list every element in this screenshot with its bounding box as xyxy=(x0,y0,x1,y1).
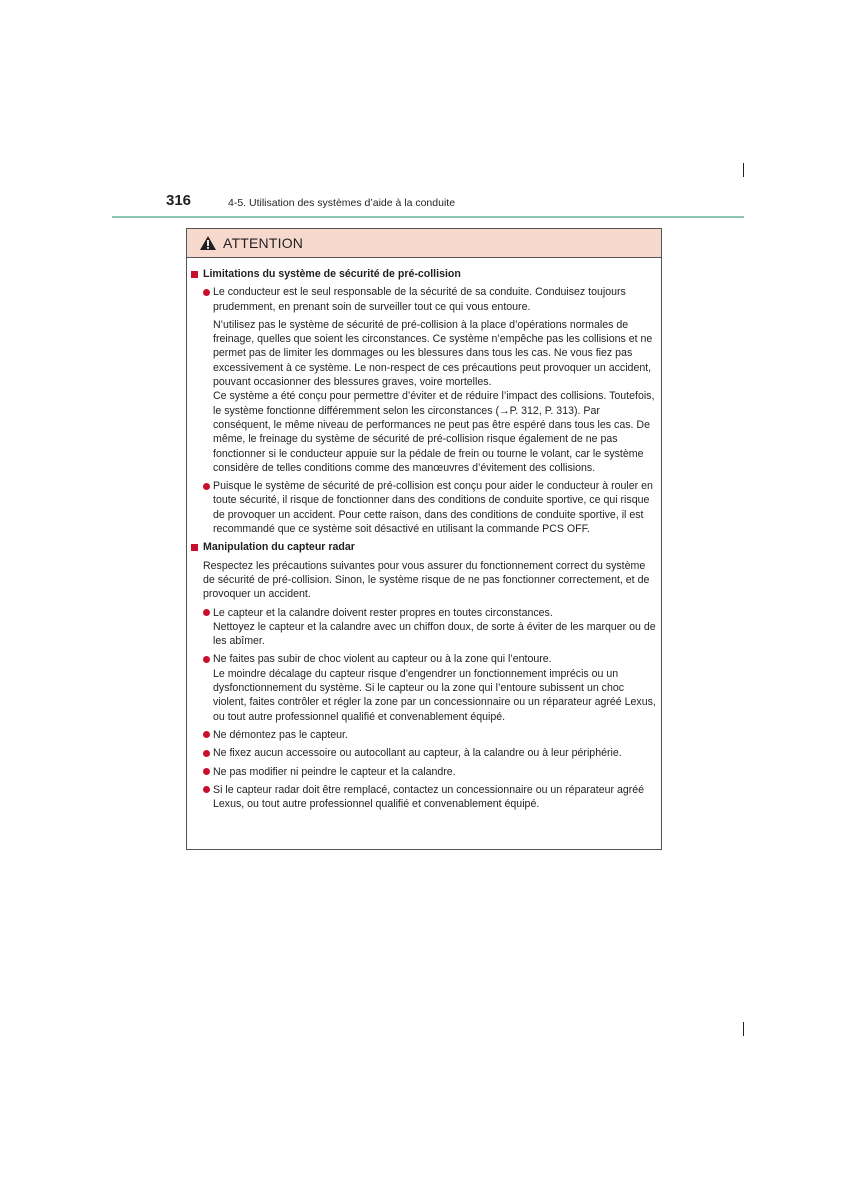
warning-triangle-icon xyxy=(199,235,217,251)
bullet-text: Si le capteur radar doit être remplacé, contactez un concessionnaire ou un réparateur agréé Lexus, ou tout autre professionnel qualifié et convenablement équipé. xyxy=(213,783,645,811)
bullet-text: Ne faites pas subir de choc violent au capteur ou à la zone qui l’entoure. xyxy=(213,653,552,666)
attention-title: ATTENTION xyxy=(223,235,304,251)
attention-box xyxy=(186,228,662,850)
bullet-dot-icon xyxy=(203,609,210,616)
list-item xyxy=(191,479,657,536)
crop-mark-bottom-right xyxy=(743,1022,744,1036)
bullet-text: Ce système a été conçu pour permettre d’éviter et de réduire l’impact des collisions. Toutefois, le système fonctionne différemment selon les circonstances (→P. 312, P. 313). Par conséquent, le même niveau de performances ne peut pas être espéré dans tous les cas. De même, le freinage du système de sécurité de pré-collision risque également de ne pas fonctionner si le conducteur appuie sur la pédale de frein ou tourne le volant, car le système considère de telles conditions comme des manœuvres d’évitement des collisions. xyxy=(213,390,655,474)
section-square-icon xyxy=(191,271,198,278)
section-heading-precollision-limits: Limitations du système de sécurité de pré-collision xyxy=(191,267,657,281)
section-heading-radar-sensor: Manipulation du capteur radar xyxy=(191,540,657,554)
list-item xyxy=(191,285,657,475)
list-item xyxy=(191,746,657,760)
bullet-dot-icon xyxy=(203,656,210,663)
bullet-dot-icon xyxy=(203,289,210,296)
list-item xyxy=(191,728,657,742)
bullet-text: N’utilisez pas le système de sécurité de pré-collision à la place d’opérations normales de freinage, quelles que soient les circonstances. Ce système n’empêche pas les collisions et ne permet pas de limiter les dommages ou les blessures dans tous les cas. Ne vous fiez pas excessivement à ce système. Le non-respect de ces précautions peut provoquer un accident, pouvant occasionner des blessures graves, voire mortelles. xyxy=(213,318,653,389)
bullet-dot-icon xyxy=(203,786,210,793)
list-item xyxy=(191,783,657,812)
bullet-text: Nettoyez le capteur et la calandre avec un chiffon doux, de sorte à éviter de les marquer ou de les abîmer. xyxy=(213,620,656,648)
bullet-dot-icon xyxy=(203,731,210,738)
attention-header xyxy=(187,229,661,258)
list-item xyxy=(191,606,657,649)
section-square-icon xyxy=(191,544,198,551)
chapter-title: 4-5. Utilisation des systèmes d’aide à la conduite xyxy=(228,197,456,209)
bullet-text: Ne démontez pas le capteur. xyxy=(213,728,348,741)
attention-content xyxy=(187,258,661,811)
bullet-text: Le capteur et la calandre doivent rester propres en toutes circonstances. xyxy=(213,606,553,619)
header-rule xyxy=(112,216,744,218)
list-item xyxy=(191,765,657,779)
section-intro: Respectez les précautions suivantes pour vous assurer du fonctionnement correct du système de sécurité de pré-collision. Sinon, le système risque de ne pas fonctionner correctement, et de provoquer un accident. xyxy=(203,559,650,601)
page-number: 316 xyxy=(166,192,192,209)
list-item xyxy=(191,652,657,723)
bullet-dot-icon xyxy=(203,768,210,775)
bullet-text: Le conducteur est le seul responsable de la sécurité de sa conduite. Conduisez toujours prudemment, en prenant soin de surveiller tout ce qui vous entoure. xyxy=(213,286,626,313)
bullet-dot-icon xyxy=(203,750,210,757)
bullet-dot-icon xyxy=(203,483,210,490)
bullet-text: Puisque le système de sécurité de pré-collision est conçu pour aider le conducteur à rouler en toute sécurité, il risque de fonctionner dans des conditions de conduite sportive, ce qui risque de provoquer un accident. Pour cette raison, dans des conditions de conduite sportive, il est recommandé que ce système soit désactivé en utilisant la commande PCS OFF. xyxy=(213,480,653,536)
bullet-text: Ne fixez aucun accessoire ou autocollant au capteur, à la calandre ou à leur périphérie. xyxy=(213,747,622,760)
bullet-text: Ne pas modifier ni peindre le capteur et la calandre. xyxy=(213,765,456,778)
crop-mark-top-right xyxy=(743,163,744,177)
bullet-text: Le moindre décalage du capteur risque d’engendrer un fonctionnement imprécis ou un dysfonctionnement du système. Si le capteur ou la zone qui l’entoure subissent un choc violent, faites contrôler et régler la zone par un concessionnaire ou un réparateur agréé Lexus, ou tout autre professionnel qualifié et convenablement équipé. xyxy=(213,667,656,723)
